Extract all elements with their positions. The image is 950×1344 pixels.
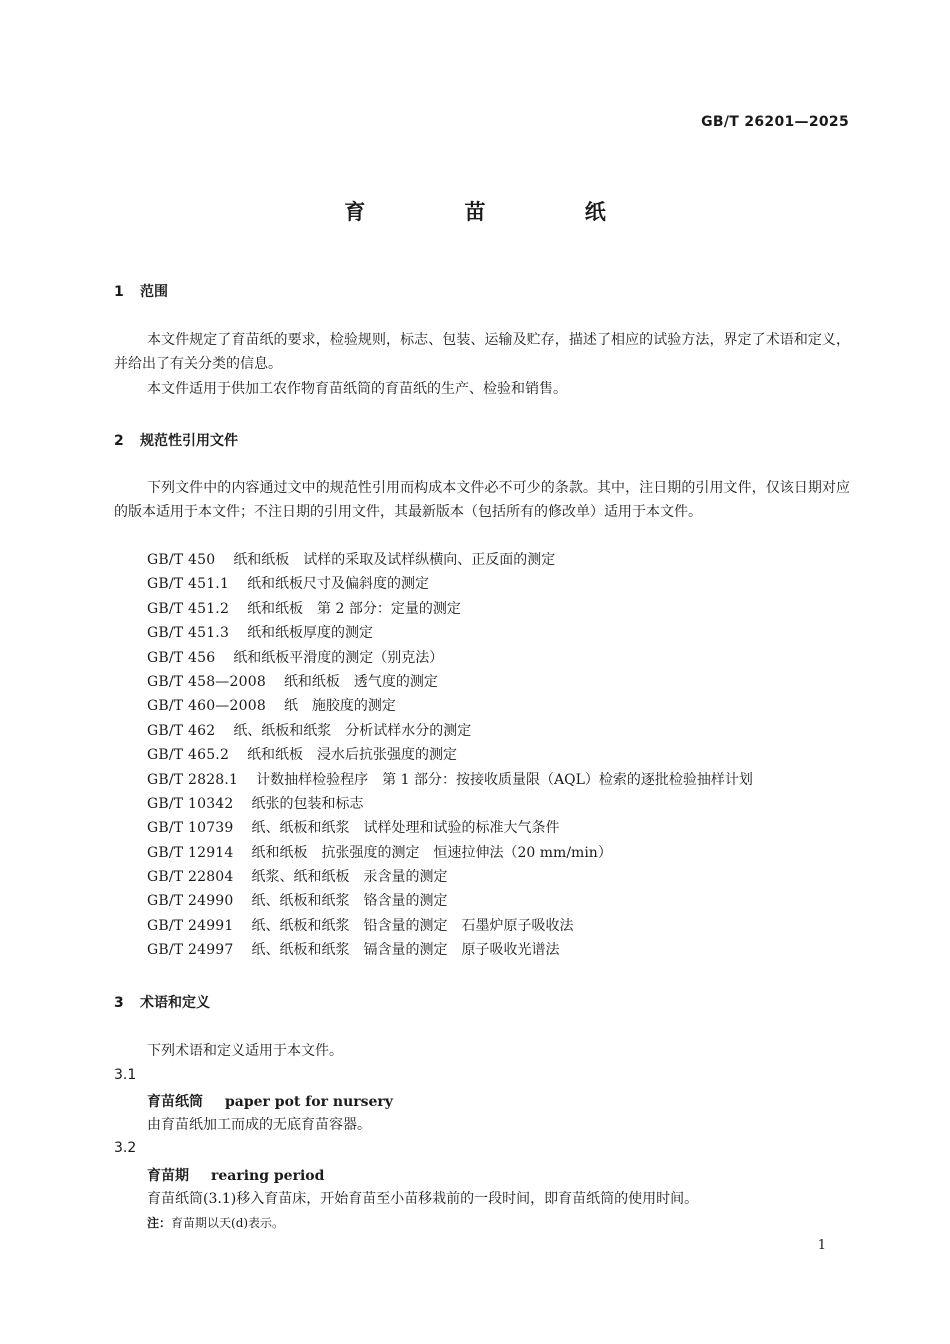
reference-title: 纸和纸板 试样的采取及试样纵横向、正反面的测定 xyxy=(233,552,556,568)
section-heading-terms xyxy=(114,992,210,1012)
list-item xyxy=(147,816,753,840)
note-text: 育苗期以天(d)表示。 xyxy=(171,1216,285,1230)
term-en: rearing period xyxy=(211,1168,325,1184)
reference-title: 纸和纸板 抗张强度的测定 恒速拉伸法（20 mm/min） xyxy=(251,844,612,861)
reference-code: GB/T 12914 xyxy=(147,844,234,861)
reference-list xyxy=(147,548,753,963)
term-note xyxy=(147,1214,284,1231)
term-definition: 育苗纸筒(3.1)移入育苗床，开始育苗至小苗移栽前的一段时间，即育苗纸筒的使用时间。 xyxy=(147,1191,699,1207)
reference-code: GB/T 462 xyxy=(147,722,216,739)
list-item xyxy=(147,670,753,694)
list-item xyxy=(147,768,753,792)
list-item xyxy=(147,719,753,743)
reference-code: GB/T 451.2 xyxy=(147,600,230,617)
list-item xyxy=(147,914,753,938)
reference-title: 纸、纸板和纸浆 镉含量的测定 原子吸收光谱法 xyxy=(251,942,560,959)
term-en: paper pot for nursery xyxy=(225,1094,393,1110)
reference-title: 纸、纸板和纸浆 试样处理和试验的标准大气条件 xyxy=(251,820,560,837)
reference-code: GB/T 24990 xyxy=(147,893,234,910)
reference-title: 纸和纸板 浸水后抗张强度的测定 xyxy=(247,747,458,764)
term-cn: 育苗纸筒 xyxy=(147,1094,203,1110)
reference-title: 纸和纸板 第 2 部分：定量的测定 xyxy=(247,600,461,617)
list-item xyxy=(147,938,753,962)
list-item xyxy=(147,743,753,767)
list-item xyxy=(147,792,753,816)
section-title: 术语和定义 xyxy=(140,995,210,1011)
reference-title: 纸张的包装和标志 xyxy=(251,795,364,812)
term-number: 3.2 xyxy=(114,1140,137,1156)
list-item xyxy=(147,646,753,670)
reference-code: GB/T 465.2 xyxy=(147,747,230,764)
list-item xyxy=(147,597,753,621)
list-item xyxy=(147,841,753,865)
list-item xyxy=(147,694,753,718)
reference-title: 纸 施胶度的测定 xyxy=(283,698,396,715)
reference-code: GB/T 2828.1 xyxy=(147,771,239,788)
section-heading-scope xyxy=(114,281,168,301)
term-name xyxy=(147,1165,324,1185)
term-cn: 育苗期 xyxy=(147,1168,189,1184)
section-title: 范围 xyxy=(140,284,168,300)
term-name xyxy=(147,1091,393,1111)
list-item xyxy=(147,889,753,913)
list-item xyxy=(147,621,753,645)
paragraph: 下列术语和定义适用于本文件。 xyxy=(147,1043,343,1059)
reference-code: GB/T 24997 xyxy=(147,942,234,959)
page-number: 1 xyxy=(817,1238,826,1253)
paragraph: 下列文件中的内容通过文中的规范性引用而构成本文件必不可少的条款。其中，注日期的引用文件，仅该日期对应的版本适用于本文件；不注日期的引用文件，其最新版本（包括所有的修改单）适用于本文件。 xyxy=(114,480,850,520)
reference-title: 纸、纸板和纸浆 分析试样水分的测定 xyxy=(233,722,472,739)
term-number: 3.1 xyxy=(114,1067,137,1083)
section-number: 1 xyxy=(114,284,124,300)
reference-title: 纸和纸板 透气度的测定 xyxy=(283,673,438,690)
reference-title: 纸浆、纸和纸板 汞含量的测定 xyxy=(251,869,448,886)
reference-code: GB/T 450 xyxy=(147,552,216,568)
reference-title: 计数抽样检验程序 第 1 部分：按接收质量限（AQL）检索的逐批检验抽样计划 xyxy=(256,771,753,788)
reference-code: GB/T 451.3 xyxy=(147,625,230,642)
note-label: 注： xyxy=(147,1216,172,1230)
list-item xyxy=(147,572,753,596)
paragraph: 本文件适用于供加工农作物育苗纸筒的育苗纸的生产、检验和销售。 xyxy=(147,381,567,397)
reference-title: 纸、纸板和纸浆 铬含量的测定 xyxy=(251,893,448,910)
section-number: 3 xyxy=(114,995,124,1011)
paragraph: 本文件规定了育苗纸的要求，检验规则，标志、包装、运输及贮存，描述了相应的试验方法，界定了术语和定义，并给出了有关分类的信息。 xyxy=(114,332,850,372)
reference-code: GB/T 10342 xyxy=(147,795,234,812)
reference-code: GB/T 10739 xyxy=(147,820,234,837)
reference-title: 纸、纸板和纸浆 铅含量的测定 石墨炉原子吸收法 xyxy=(251,917,574,934)
standard-code: GB/T 26201—2025 xyxy=(701,114,849,130)
reference-code: GB/T 451.1 xyxy=(147,576,230,593)
reference-code: GB/T 460—2008 xyxy=(147,698,266,715)
reference-code: GB/T 22804 xyxy=(147,869,234,886)
reference-title: 纸和纸板平滑度的测定（别克法） xyxy=(233,649,444,666)
reference-title: 纸和纸板尺寸及偏斜度的测定 xyxy=(247,576,430,593)
term-definition: 由育苗纸加工而成的无底育苗容器。 xyxy=(147,1117,371,1133)
section-number: 2 xyxy=(114,433,124,449)
reference-code: GB/T 456 xyxy=(147,649,216,666)
reference-code: GB/T 458—2008 xyxy=(147,673,266,690)
section-heading-normative xyxy=(114,430,238,450)
reference-code: GB/T 24991 xyxy=(147,917,234,934)
list-item xyxy=(147,865,753,889)
section-title: 规范性引用文件 xyxy=(140,433,238,449)
document-title: 育 苗 纸 xyxy=(344,200,652,224)
reference-title: 纸和纸板厚度的测定 xyxy=(247,625,374,642)
list-item xyxy=(147,548,753,572)
